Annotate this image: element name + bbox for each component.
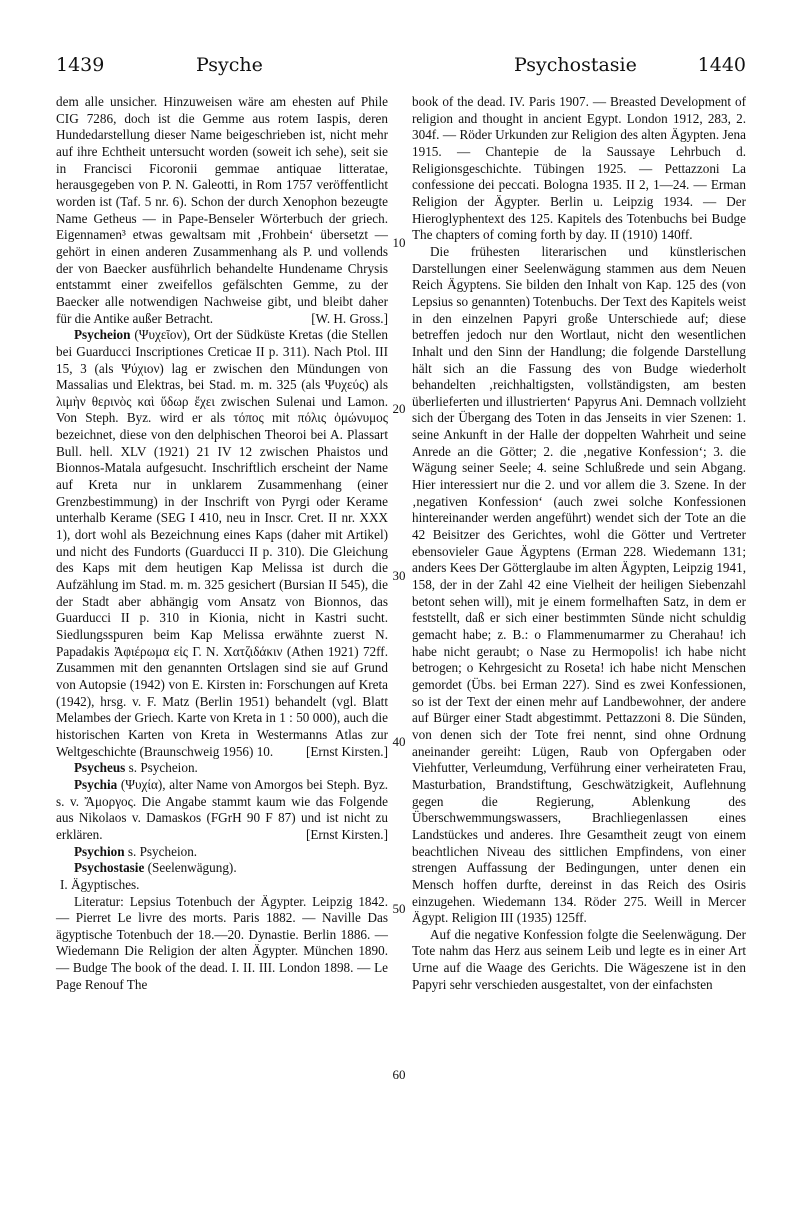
entry-psychia [56, 777, 388, 844]
article-psyche-end [56, 94, 388, 327]
author-signature: [Ernst Kirsten.] [305, 826, 388, 842]
paragraph-text: dem alle unsicher. Hinzuweisen wäre am ehesten auf Phile CIG 7286, doch ist die Gemme aus rotem Iaspis, deren Hundedarstellung dieser Name beigeschrieben ist, nicht mehr auf ihre Echtheit untersucht worden (soweit ich sehe), seit sie in Francisci Ficoronii gemmae antiquae litteratae, herausgegeben von P. N. Galeotti, in Rom 1757 veröffentlicht worden ist (Taf. 5 nr. 6). Schon der durch Xenophon bezeugte Name Getheus — in Pape-Benseler Wörterbuch der griech. Eigennamen³ etwas gewaltsam mit ‚Frohbein‘ übersetzt — gehört in einen anderen Zusammenhang als P. und vollends der von Baecker ausführlich behandelte Hundename Chrysis entstammt einer zweifellos gefälschten Gemme, zu der Baecker alle notwendigen Nachweise gibt, und bleibt daher für die Antike außer Betracht. [56, 94, 388, 326]
author-signature: [Ernst Kirsten.] [305, 743, 388, 759]
entry-body: (Ψυχεῖον), Ort der Südküste Kretas (die Stellen bei Guarducci Inscriptiones Creticae II p. 311). Nach Ptol. III 15, 3 (als Ψύχιον) lag er zwischen den Mündungen von Massalias und Elektras, bei Stad. m. m. 325 (als Ψυχεύς) als λιμὴν θερινὸς καὶ ὕδωρ ἔχει zwischen Sulenai und Lamon. Von Steph. Byz. wird er als τόπος mit πόλις ὁμώνυμος bezeichnet, diese von den delphischen Theoroi bei A. Plassart Bull. hell. XLV (1921) 21 IV 12 zwischen Phaistos und Bionnos-Matala aufgesucht. Inschriftlich erscheint der Name auf Kreta nur in unklarem Zusammenhang (einer Grenzbestimmung) in der Inschrift von Pyrgi oder Kerame unterhalb Kerame (SEG I 410, neu in Inscr. Cret. II nr. XXX 1), dort wohl als Bezeichnung eines Kaps (daher mit Artikel) und nicht des Fundorts (Guarducci II p. 310). Die Gleichung des Kaps mit dem heutigen Kap Melissa ist durch die Aufzählung im Stad. m. m. 325 gesichert (Bursian II 545), die der Stadt aber abhängig vom Ansatz von Bionnos, das Guarducci II p. 310 in Kionia, nicht in Kastri sucht. Siedlungsspuren beim Kap Melissa erwähnte zuerst N. Papadakis Ἀφιέρωμα εἰς Γ. Ν. Χατζιδάκιν (Athen 1921) 72ff. Zusammen mit den genannten Ortslagen sind sie auf Grund von Autopsie (1942) von E. Kirsten in: Forschungen auf Kreta (1942), hrsg. v. F. Matz (Berlin 1951) behandelt (vgl. Blatt Melambes der Griech. Karte von Kreta in 1 : 50 000), auch die historischen Karten von Kreta in Westermanns Atlas zur Weltgeschichte (Braunschweig 1956) 10. [56, 327, 388, 759]
headword: Psychion [74, 843, 125, 859]
entry-psycheion [56, 327, 388, 760]
entry-body: s. Psycheion. [124, 843, 198, 859]
headword: Psycheion [74, 327, 131, 343]
line-number: 10 [392, 235, 406, 250]
entry-body: (Ψυχία), alter Name von Amorgos bei Steph. Byz. s. v. Ἄμοργος. Die Angabe stammt kaum wie das Folgende aus Nikolaos v. Damaskos (FGrH 90 F 87) und ist nicht zu erklären. [56, 776, 388, 842]
headword: Psychia [74, 776, 118, 792]
line-number: 30 [392, 568, 406, 583]
entry-body: (Seelenwägung). [144, 860, 237, 876]
headword: Psycheus [74, 760, 126, 776]
right-column [412, 94, 746, 993]
paragraph [56, 94, 388, 327]
line-number: 40 [392, 734, 406, 749]
running-title-right: Psychostasie [514, 54, 637, 76]
entry-psychostasie [56, 860, 388, 877]
left-column [56, 94, 388, 993]
paragraph: Die frühesten literarischen und künstlerischen Darstellungen einer Seelenwägung stammen aus dem Neuen Reich Ägyptens. Sie bilden den Inhalt von Kap. 125 des (von Lepsius so genannten) Totenbuchs. Der Text des Kapitels weist in den einzelnen Papyri große Unterschiede auf; diese betreffen jedoch nur den Wortlaut, nicht den wesentlichen Inhalt und den Sinn der Handlung; die folgende Darstellung hält sich an die Fassung des von Budge wiederholt behandelten ‚reichhaltigsten, vollständigsten, am besten überlieferten und illustrierten‘ Papyrus Ani. Demnach vollzieht sich der Übergang des Toten in das Jenseits in vier Szenen: 1. seine Ankunft in der Halle der doppelten Wahrheit und seine Anrede an die Götter; 2. die ‚negative Konfession‘; 3. die Wägung seiner Seele; 4. seine Schlußrede und sein Abgang. Hier interessiert nur die 2. und vor allem die 3. Szene. In der ‚negativen Konfession‘ (auch zwei solche Konfessionen hintereinander werden angeführt) wendet sich der Tote an die 42 Beisitzer des Gerichtes, wohl die Götter und Vertreter ebensovieler Gaue Ägyptens (Erman 228. Wiedemann 131; anders Kees Der Götterglaube im alten Ägypten, Leipzig 1941, 158, der in der Zahl 42 eine Vielheit der heiligen Siebenzahl betont sehen will), mit je einem formelhaften Satz, in dem er feststellt, daß er sich einer bestimmten Sünde nicht schuldig gemacht habe; z. B.: o Flammenumarmer zu Cherahau! ich habe nicht geraubt; o Nase zu Hermopolis! ich habe nicht betrogen; o Kehrgesicht zu Roseta! ich habe nicht Menschen gemordet (Übs. bei Erman 227). Sind es zwei Konfessionen, so ist der Text der einen mehr auf Landbewohner, der andere auf Bürger einer Stadt abgestimmt. Pettazzoni 8. Die Sünden, von denen sich der Tote frei nennt, sind ohne Ordnung aneinander gereiht: Lügen, Raub von Opfergaben oder Viehfutter, Verleumdung, Verführung einer verheirateten Frau, Masturbation, Brandstiftung, Geschwätzigkeit, Auflehnung gegen die Regierung, Ablenkung des Überschwemmungswassers, Brachliegenlassen eines Landstückes und anderes. Ihre Gesamtheit zeugt von einem beachtlichen Niveau des sittlichen Empfindens, von einer strengen Auffassung der Bedingungen, unter denen ein Mensch hoffen durfte, dereinst in das Reich des Osiris einzugehen. Wiedemann 134. Röder 275. Weill in Mercer Ägypt. Religion III (1935) 125ff. [412, 243, 746, 926]
author-signature: [W. H. Gross.] [311, 310, 388, 326]
page-number-right: 1440 [697, 54, 746, 76]
line-number: 60 [392, 1067, 406, 1082]
paragraph: Auf die negative Konfession folgte die Seelenwägung. Der Tote nahm das Herz aus seinem Leib und legte es in einer Art Urne auf die Waage des Gerichts. Die Wägeszene ist in den Papyri sehr verschieden ausgestaltet, von der einfachsten [412, 926, 746, 992]
line-number: 50 [392, 901, 406, 916]
headword: Psychostasie [74, 860, 145, 876]
running-header [56, 54, 746, 80]
page-number-left: 1439 [56, 54, 105, 76]
literature-list-continued: book of the dead. IV. Paris 1907. — Breasted Development of religion and thought in ancient Egypt. London 1912, 283, 2. 304f. — Röder Urkunden zur Religion des alten Ägypten. Jena 1915. — Chantepie de la Saussaye Lehrbuch d. Religionsgeschichte. Tübingen 1925. — Pettazzoni La confessione dei peccati. Bologna 1935. II 2, 1—24. — Erman Religion der Ägypter. Berlin u. Leipzig 1934. — Der Hieroglyphentext des 125. Kapitels des Totenbuchs bei Budge The chapters of coming forth by day. II (1910) 140ff. [412, 94, 746, 243]
section-heading: I. Ägyptisches. [60, 876, 140, 892]
entry-psychion [56, 844, 388, 861]
literature-list: Literatur: Lepsius Totenbuch der Ägypter. Leipzig 1842. — Pierret Le livre des morts. Paris 1882. — Naville Das ägyptische Totenbuch der 18.—20. Dynastie. Berlin 1886. — Wiedemann Die Religion der alten Ägypter. München 1890. — Budge The book of the dead. I. II. III. London 1898. — Le Page Renouf The [56, 893, 388, 992]
entry-text [56, 327, 388, 760]
running-title-left: Psyche [196, 54, 263, 76]
line-number: 20 [392, 401, 406, 416]
entry-body: s. Psycheion. [125, 760, 198, 776]
entry-psycheus [56, 760, 388, 777]
entry-text [56, 777, 388, 844]
